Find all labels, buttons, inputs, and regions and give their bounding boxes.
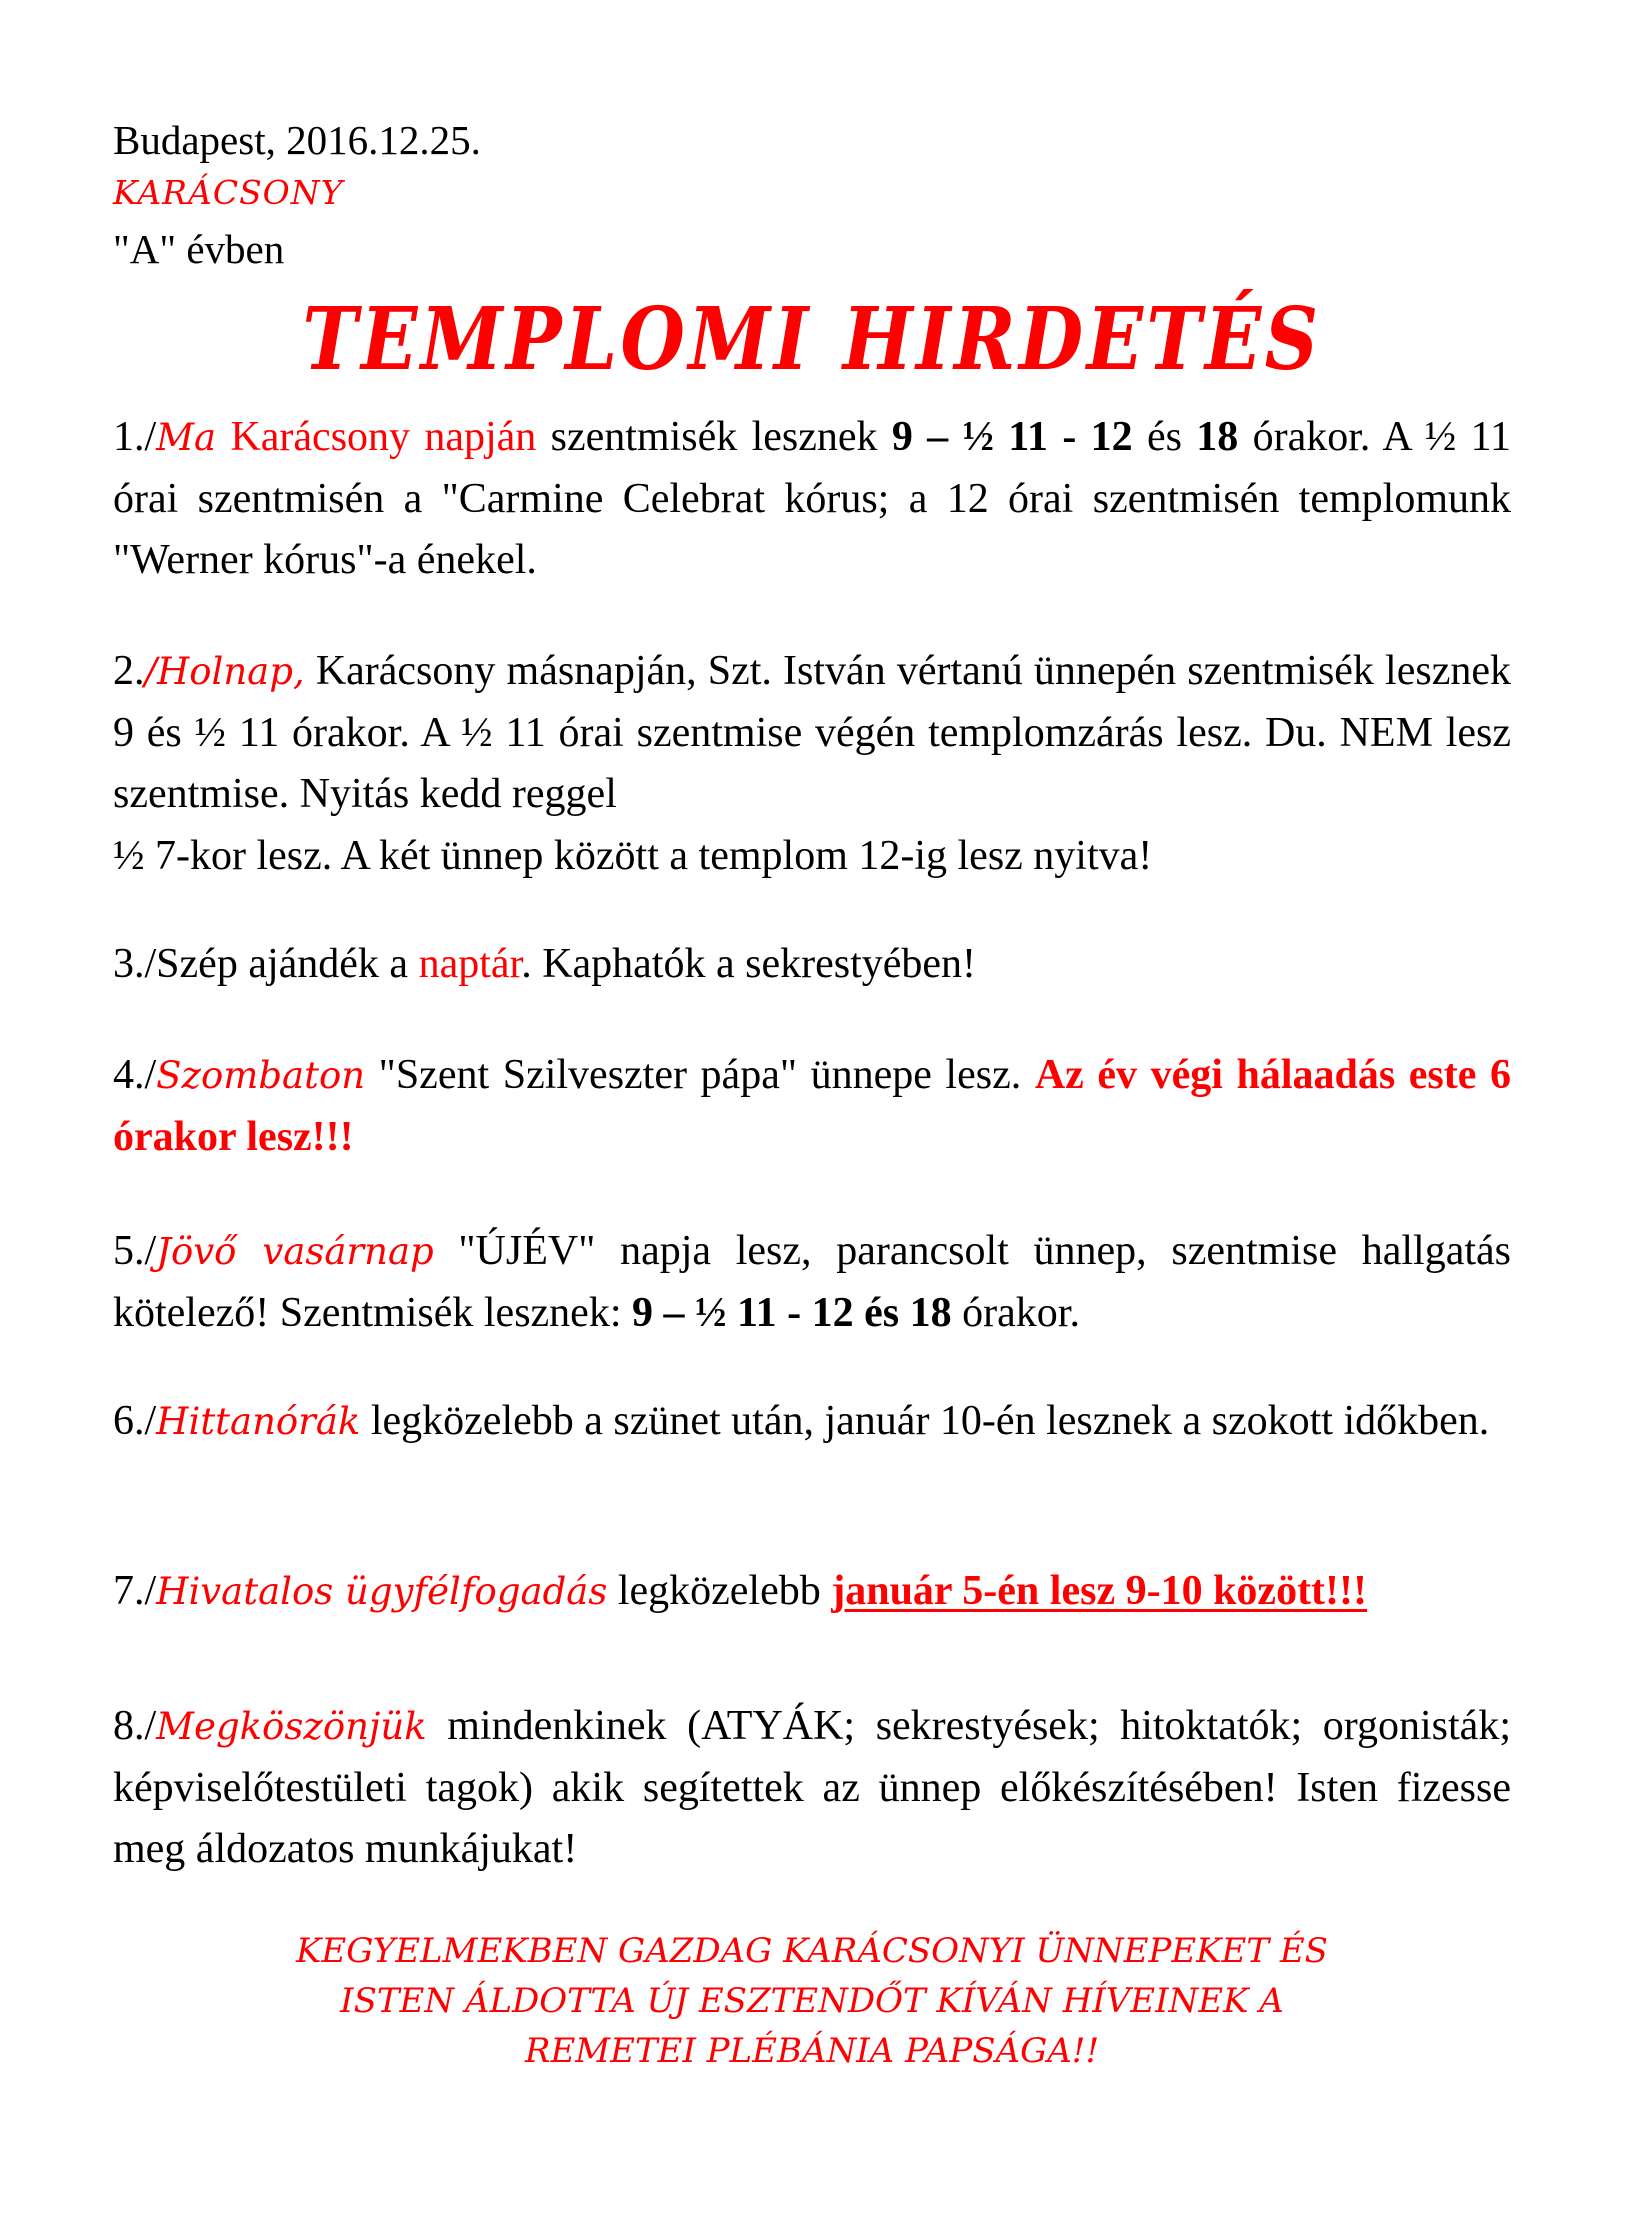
announcement-text: órakor. (951, 1289, 1080, 1336)
greeting-line-1: KEGYELMEKBEN GAZDAG KARÁCSONYI ÜNNEPEKET ÉS (296, 1931, 1328, 1971)
announcement-lead: Szombaton (156, 1054, 366, 1097)
announcement-text: szentmisék lesznek (536, 414, 892, 460)
announcement-text: órakor. A ½ 11 órai szentmisén a "Carmine Celebrat kórus; a 12 órai szentmisén templomunk "Werner kórus"-a énekel. (113, 414, 1511, 583)
announcement-8 (113, 1696, 1511, 1881)
announcement-text: Karácsony másnapján, Szt. István vértanú ünnepén szentmisék lesznek 9 és ½ 11 órakor. A ½ 11 órai szentmise végén templomzárás lesz. Du. NEM lesz szentmise. Nyitás kedd reggel (113, 648, 1511, 817)
announcement-number: 2. (113, 648, 145, 694)
announcement-7 (113, 1561, 1511, 1623)
announcement-2 (113, 641, 1511, 887)
feast-name: KARÁCSONY (113, 173, 344, 212)
announcement-lead: Megköszönjük (156, 1705, 427, 1748)
place-date: Budapest, 2016.12.25. (113, 117, 481, 163)
announcement-number: 5./ (113, 1228, 157, 1274)
announcement-5 (113, 1221, 1511, 1344)
announcement-highlight: naptár (418, 941, 522, 987)
announcement-number: 1./ (113, 414, 157, 460)
announcement-number: 7./ (113, 1568, 157, 1614)
announcement-lead: Hivatalos ügyfélfogadás (156, 1570, 608, 1613)
announcement-lead: Ma (156, 416, 217, 459)
announcement-text: legközelebb (607, 1568, 832, 1614)
announcement-text: . Kaphatók a sekrestyében! (521, 941, 977, 987)
greeting-line-3: REMETEI PLÉBÁNIA PAPSÁGA!! (524, 2031, 1100, 2071)
mass-times: 9 – ½ 11 - 12 (891, 414, 1133, 460)
announcement-text: és (1132, 414, 1197, 460)
announcement-lead: Jövő vasárnap (156, 1230, 434, 1273)
announcement-lead: Hittanórák (156, 1400, 361, 1443)
mass-time-evening: 18 (1196, 414, 1239, 460)
title-word-1: TEMPLOMI (302, 289, 812, 390)
announcement-number: 3./ (113, 941, 157, 987)
announcement-text: mindenkinek (ATYÁK; sekrestyések; hitoktatók; orgonisták; képviselőtestületi tagok) akik segítettek az ünnep előkészítésében! Isten fizesse meg áldozatos munkájukat! (113, 1703, 1511, 1872)
announcement-text: "ÚJÉV" napja lesz, parancsolt ünnep, szentmise hallgatás kötelező! Szentmisék lesznek: (113, 1228, 1511, 1336)
announcement-lead: /Holnap, (144, 650, 305, 693)
announcement-highlight: Karácsony napján (216, 414, 537, 460)
announcement-text: "Szent Szilveszter pápa" ünnepe lesz. (365, 1052, 1035, 1098)
announcement-number: 4./ (113, 1052, 157, 1098)
mass-times: 9 – ½ 11 - 12 és 18 (632, 1289, 952, 1336)
announcement-text-continued: ½ 7-kor lesz. A két ünnep között a templom 12-ig lesz nyitva! (113, 832, 1153, 879)
announcement-emphasis: Az év végi hálaadás este 6 órakor lesz!!! (113, 1052, 1511, 1160)
announcement-4 (113, 1045, 1511, 1168)
announcement-text: legközelebb a szünet után, január 10-én lesznek a szokott időkben. (360, 1398, 1490, 1444)
announcement-1 (113, 407, 1511, 592)
greeting-line-2: ISTEN ÁLDOTTA ÚJ ESZTENDŐT KÍVÁN HÍVEINEK A (340, 1981, 1284, 2021)
announcement-number: 8./ (113, 1703, 157, 1749)
page-title (211, 290, 1413, 390)
announcement-text: Szép ajándék a (156, 941, 419, 987)
announcement-emphasis: január 5-én lesz 9-10 között!!! (831, 1568, 1368, 1614)
closing-greeting (113, 1926, 1511, 2076)
announcement-6 (113, 1391, 1511, 1453)
announcement-number: 6./ (113, 1398, 157, 1444)
announcement-3 (113, 934, 1511, 996)
liturgical-year: "A" évben (113, 226, 285, 272)
title-word-2: HIRDETÉS (842, 289, 1322, 390)
